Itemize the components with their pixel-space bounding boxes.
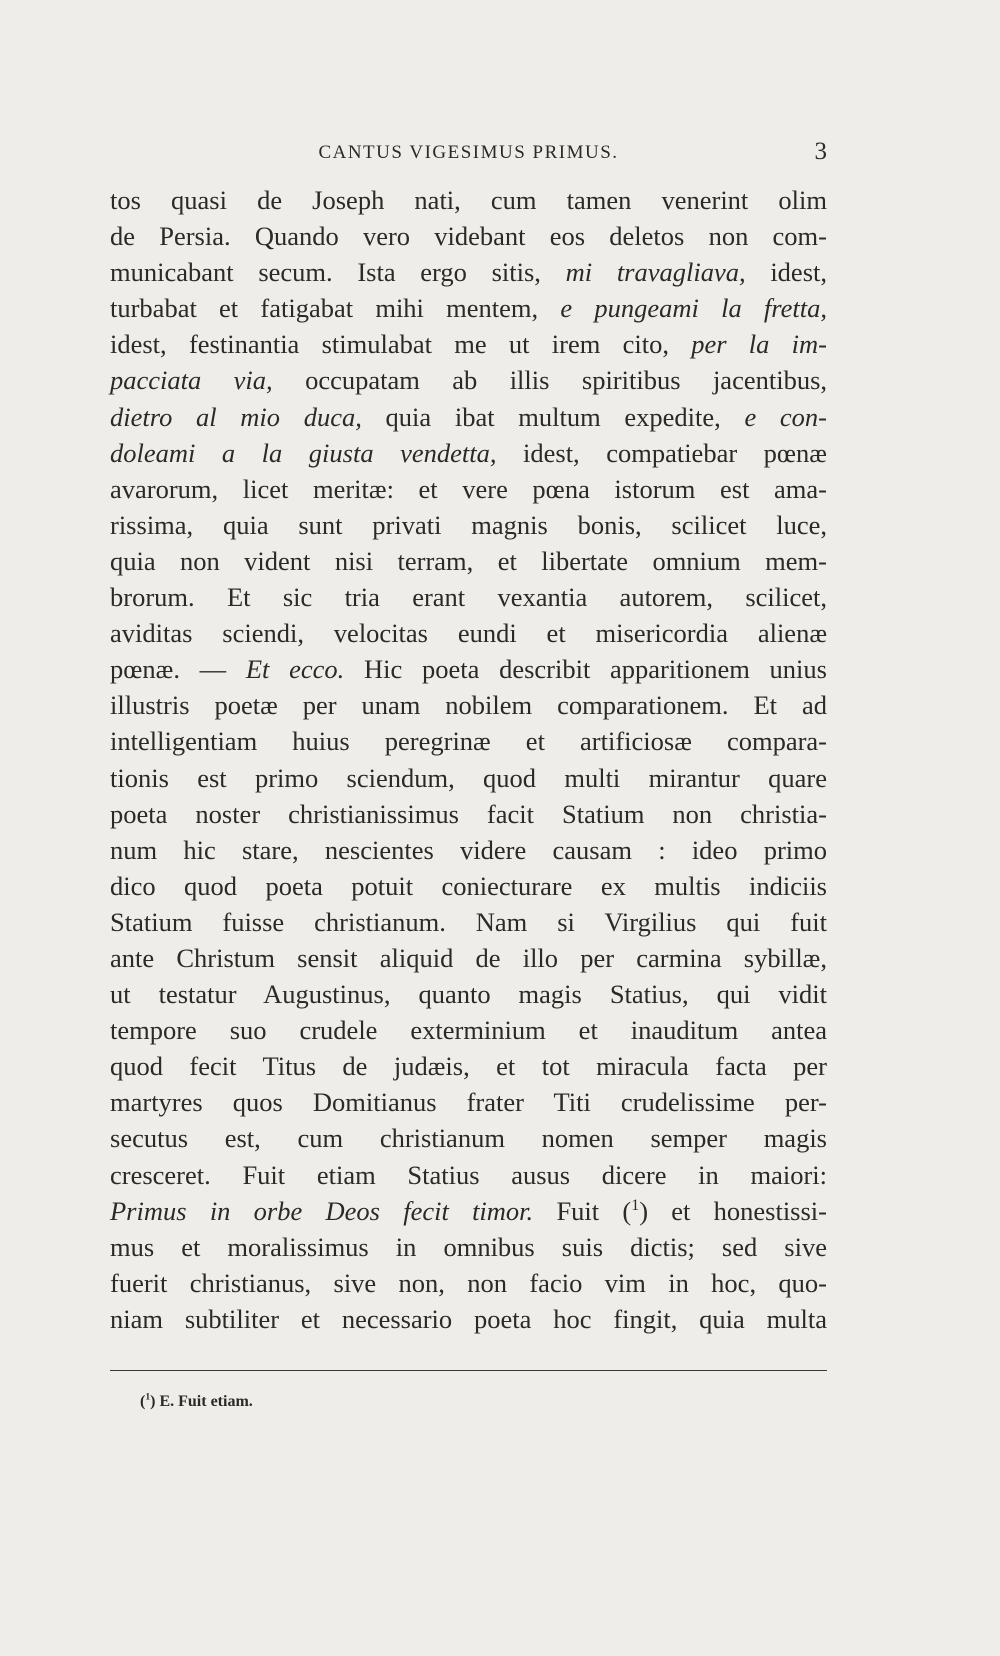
text-run: ut testatur Augustinus, quanto magis Statius, qui vidit <box>110 979 827 1010</box>
text-line <box>110 832 827 868</box>
text-line <box>110 1012 827 1048</box>
text-line <box>110 218 827 254</box>
text-run: fuerit christianus, sive non, non facio vim in hoc, quo- <box>110 1267 827 1298</box>
text-run: num hic stare, nescientes videre causam : ideo primo <box>110 834 827 865</box>
text-line <box>110 399 827 435</box>
text-line <box>110 507 827 543</box>
text-line <box>110 1229 827 1265</box>
text-run: tempore suo crudele exterminium et inauditum antea <box>110 1015 827 1046</box>
page-number: 3 <box>814 138 827 165</box>
text-line <box>110 976 827 1012</box>
text-run: turbabat et fatigabat mihi mentem, <box>110 293 561 324</box>
text-run: dico quod poeta potuit coniecturare ex multis indiciis <box>110 870 827 901</box>
text-run: quod fecit Titus de judæis, et tot miracula facta per <box>110 1051 827 1082</box>
text-run: ) et honestissi- <box>639 1195 827 1226</box>
text-run: quia non vident nisi terram, et libertate omnium mem- <box>110 545 827 576</box>
text-run: Hic poeta describit apparitionem unius <box>344 654 827 685</box>
footnote-marker-close: ) <box>150 1393 156 1410</box>
text-run: avarorum, licet meritæ: et vere pœna istorum est ama- <box>110 473 827 504</box>
italic-phrase: e con- <box>744 401 827 432</box>
text-line <box>110 940 827 976</box>
text-run: aviditas sciendi, velocitas eundi et misericordia alienæ <box>110 618 827 649</box>
text-line <box>110 290 827 326</box>
text-run: ante Christum sensit aliquid de illo per carmina sybillæ, <box>110 942 827 973</box>
text-line <box>110 1048 827 1084</box>
text-line <box>110 543 827 579</box>
footnote-rule <box>110 1370 827 1371</box>
footnote-marker-open: ( <box>140 1393 146 1410</box>
text-line <box>110 1265 827 1301</box>
text-line <box>110 1301 827 1337</box>
text-run: occupatam ab illis spiritibus jacentibus, <box>272 365 828 396</box>
text-run: martyres quos Domitianus frater Titi crudelissime per- <box>110 1087 827 1118</box>
text-run: mus et moralissimus in omnibus suis dictis; sed sive <box>110 1231 827 1262</box>
text-run: Fuit ( <box>533 1195 632 1226</box>
text-line <box>110 1084 827 1120</box>
text-run: pœnæ. — <box>110 654 246 685</box>
italic-phrase: e pungeami la fretta, <box>560 293 827 324</box>
text-line <box>110 182 827 218</box>
body-text <box>110 182 827 1337</box>
footnote-marker-number: 1 <box>145 1391 151 1403</box>
running-title: CANTUS VIGESIMUS PRIMUS. <box>318 142 619 163</box>
text-line <box>110 1193 827 1229</box>
text-run: illustris poetæ per unam nobilem comparationem. Et ad <box>110 690 827 721</box>
text-line <box>110 1120 827 1156</box>
footnote-reference: 1 <box>631 1196 640 1214</box>
text-line <box>110 868 827 904</box>
text-line <box>110 435 827 471</box>
italic-phrase: per la im- <box>691 329 828 360</box>
running-head <box>110 138 827 168</box>
text-run: secutus est, cum christianum nomen semper magis <box>110 1123 827 1154</box>
footnote-text: E. Fuit etiam. <box>155 1393 253 1410</box>
text-run: rissima, quia sunt privati magnis bonis, scilicet luce, <box>110 509 827 540</box>
text-run: idest, festinantia stimulabat me ut irem cito, <box>110 329 692 360</box>
text-run: cresceret. Fuit etiam Statius ausus dicere in maiori: <box>110 1159 827 1190</box>
text-line <box>110 796 827 832</box>
italic-phrase: Primus in orbe Deos fecit timor. <box>110 1195 534 1226</box>
text-run: de Persia. Quando vero videbant eos deletos non com- <box>110 221 827 252</box>
text-run: idest, compatiebar pœnæ <box>496 437 827 468</box>
text-line <box>110 904 827 940</box>
text-line <box>110 254 827 290</box>
text-line <box>110 579 827 615</box>
footnote <box>140 1393 253 1411</box>
text-run: Statium fuisse christianum. Nam si Virgilius qui fuit <box>110 906 827 937</box>
text-line <box>110 687 827 723</box>
text-line <box>110 760 827 796</box>
text-run: quia ibat multum expedite, <box>361 401 745 432</box>
italic-phrase: dietro al mio duca, <box>110 401 362 432</box>
italic-phrase: Et ecco. <box>245 654 345 685</box>
text-line <box>110 723 827 759</box>
text-line <box>110 326 827 362</box>
text-line <box>110 362 827 398</box>
text-run: poeta noster christianissimus facit Statium non christia- <box>110 798 827 829</box>
text-run: municabant secum. Ista ergo sitis, <box>110 257 566 288</box>
text-run: idest, <box>745 257 827 288</box>
text-line <box>110 615 827 651</box>
text-line <box>110 471 827 507</box>
italic-phrase: doleami a la giusta vendetta, <box>110 437 497 468</box>
text-line <box>110 651 827 687</box>
italic-phrase: pacciata via, <box>110 365 273 396</box>
text-run: tos quasi de Joseph nati, cum tamen venerint olim <box>110 185 827 215</box>
text-run: niam subtiliter et necessario poeta hoc fingit, quia multa <box>110 1303 827 1334</box>
italic-phrase: mi travagliava, <box>565 257 746 288</box>
text-run: intelligentiam huius peregrinæ et artificiosæ compara- <box>110 726 827 757</box>
text-line <box>110 1157 827 1193</box>
text-run: brorum. Et sic tria erant vexantia autorem, scilicet, <box>110 582 827 613</box>
text-run: tionis est primo sciendum, quod multi mirantur quare <box>110 762 827 793</box>
